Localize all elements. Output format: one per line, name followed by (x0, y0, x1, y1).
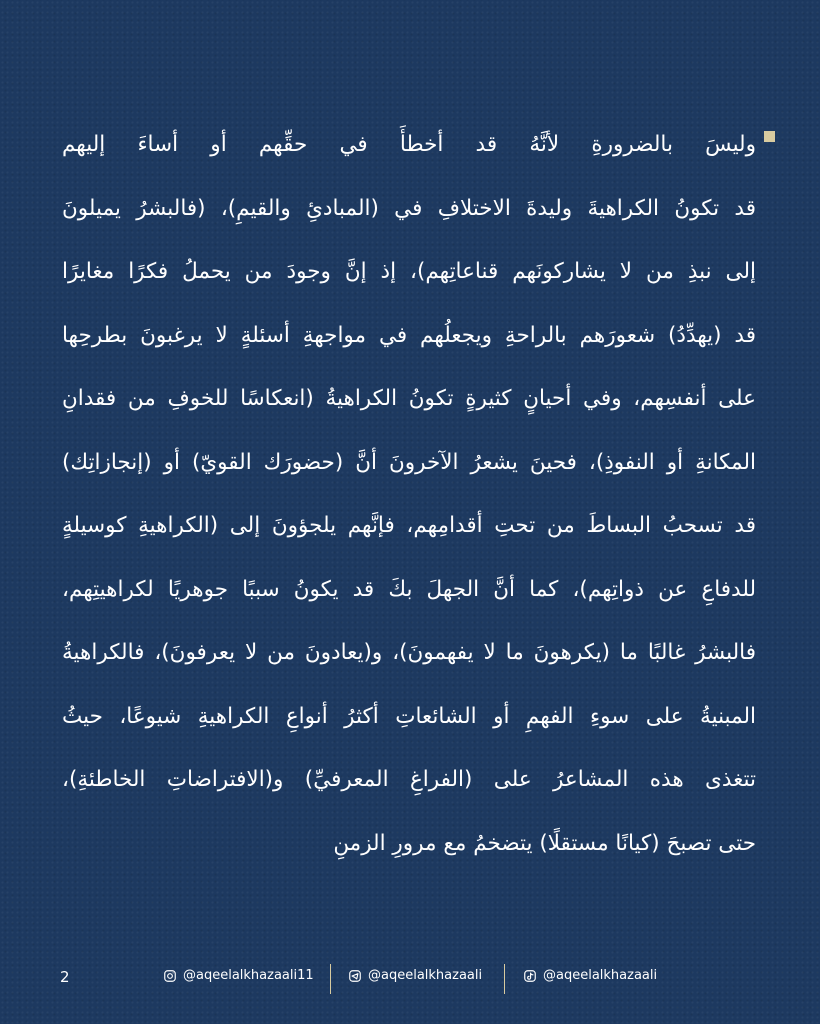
tiktok-handle: @aqeelalkhazaali (543, 968, 658, 983)
telegram-link[interactable] (348, 968, 482, 983)
instagram-handle: @aqeelalkhazaali11 (183, 968, 314, 983)
paragraph-line: للدفاعِ عن ذواتِهم)، كما أنَّ الجهلَ بكَ قد يكونُ سببًا جوهريًا لكراهيتِهم، (62, 576, 756, 602)
paragraph-line: قد تكونُ الكراهيةَ وليدةَ الاختلافِ في (المبادئِ والقيمِ)، (فالبشرُ يميلونَ (62, 195, 756, 221)
bullet-square-icon (764, 131, 775, 142)
paragraph-line: قد (يهدِّدُ) شعورَهم بالراحةِ ويجعلُهم في مواجهةِ أسئلةٍ لا يرغبونَ بطرحِها (62, 322, 756, 348)
instagram-link[interactable] (163, 968, 314, 983)
paragraph-line: المبنيةُ على سوءِ الفهمِ أو الشائعاتِ أكثرُ أنواعِ الكراهيةِ شيوعًا، حيثُ (62, 703, 756, 729)
footer (0, 960, 820, 1000)
paragraph-line: قد تسحبُ البساطَ من تحتِ أقدامِهم، فإنَّهم يلجؤونَ إلى (الكراهيةِ كوسيلةٍ (62, 513, 756, 538)
tiktok-icon (523, 969, 537, 983)
paragraph-line: المكانةِ أو النفوذِ)، فحينَ يشعرُ الآخرونَ أنَّ (حضورَك القويّ) أو (إنجازاتِك) (62, 449, 756, 475)
paragraph-line: على أنفسِهم، وفي أحيانٍ كثيرةٍ تكونُ الكراهيةُ (انعكاسًا للخوفِ من فقدانِ (62, 386, 756, 411)
article-body (62, 113, 756, 875)
telegram-handle: @aqeelalkhazaali (368, 968, 483, 983)
paragraph-line: إلى نبذِ من لا يشاركونَهم قناعاتِهم)، إذ إنَّ وجودَ من يحملُ فكرًا مغايرًا (62, 259, 756, 284)
footer-divider (504, 964, 505, 994)
paragraph-line: تتغذى هذه المشاعرُ على (الفراغِ المعرفيِّ) و(الافتراضاتِ الخاطئةِ)، (62, 767, 756, 792)
page-number: 2 (60, 968, 70, 986)
paragraph-line: حتى تصبحَ (كيانًا مستقلًا) يتضخمُ مع مرورِ الزمنِ (333, 830, 756, 856)
paragraph-line: وليسَ بالضرورةِ لأنَّهُ قد أخطأَ في حقِّهم أو أساءَ إليهم (62, 132, 756, 157)
instagram-icon (163, 969, 177, 983)
telegram-icon (348, 969, 362, 983)
footer-divider (330, 964, 331, 994)
tiktok-link[interactable] (523, 968, 657, 983)
paragraph-line: فالبشرُ غالبًا ما (يكرهونَ ما لا يفهمونَ)، و(يعادونَ من لا يعرفونَ)، فالكراهيةُ (62, 640, 756, 665)
